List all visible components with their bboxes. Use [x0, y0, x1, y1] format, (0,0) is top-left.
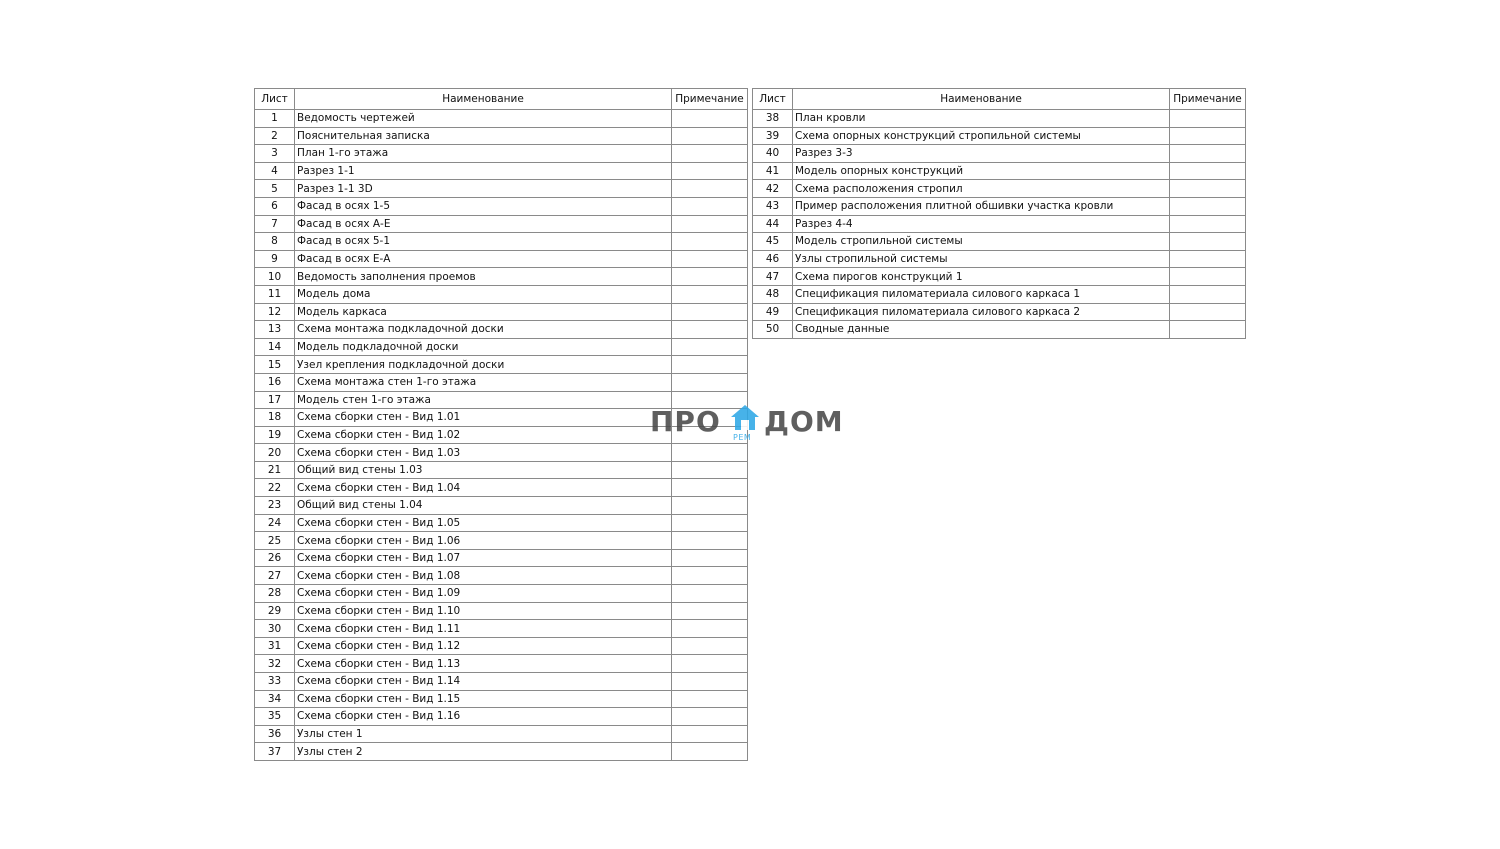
table-header-row [753, 89, 1246, 110]
note-cell [672, 620, 748, 638]
drawing-name-cell: Схема сборки стен - Вид 1.11 [295, 620, 672, 638]
note-cell [672, 145, 748, 163]
sheet-number-cell: 38 [753, 110, 793, 128]
table-row [753, 321, 1246, 339]
table-row [255, 743, 748, 761]
table-row [255, 180, 748, 198]
drawing-name-cell: Схема сборки стен - Вид 1.01 [295, 409, 672, 427]
sheet-number-cell: 21 [255, 461, 295, 479]
table-row [255, 655, 748, 673]
note-cell [672, 655, 748, 673]
table-row [255, 497, 748, 515]
sheet-number-cell: 16 [255, 373, 295, 391]
drawing-name-cell: Схема сборки стен - Вид 1.09 [295, 585, 672, 603]
note-cell [672, 162, 748, 180]
note-cell [1170, 233, 1246, 251]
drawing-name-cell: Узлы стен 1 [295, 725, 672, 743]
drawing-name-cell: Модель каркаса [295, 303, 672, 321]
table-row [255, 373, 748, 391]
sheet-number-cell: 7 [255, 215, 295, 233]
table-row [255, 461, 748, 479]
drawing-name-cell: Модель опорных конструкций [793, 162, 1170, 180]
drawing-name-cell: Схема сборки стен - Вид 1.12 [295, 637, 672, 655]
sheet-number-cell: 17 [255, 391, 295, 409]
sheet-number-cell: 42 [753, 180, 793, 198]
table-row [255, 602, 748, 620]
note-cell [672, 127, 748, 145]
drawing-name-cell: Схема сборки стен - Вид 1.07 [295, 549, 672, 567]
note-cell [672, 373, 748, 391]
note-cell [1170, 321, 1246, 339]
drawing-name-cell: План 1-го этажа [295, 145, 672, 163]
note-cell [672, 690, 748, 708]
table-row [753, 233, 1246, 251]
drawing-name-cell: Разрез 3-3 [793, 145, 1170, 163]
drawing-name-cell: Схема монтажа стен 1-го этажа [295, 373, 672, 391]
sheet-number-cell: 3 [255, 145, 295, 163]
table-row [753, 145, 1246, 163]
sheet-number-cell: 29 [255, 602, 295, 620]
table-row [255, 338, 748, 356]
note-cell [672, 321, 748, 339]
drawing-name-cell: Общий вид стены 1.03 [295, 461, 672, 479]
sheet-number-cell: 14 [255, 338, 295, 356]
sheet-number-cell: 8 [255, 233, 295, 251]
header-note: Примечание [672, 89, 748, 110]
table-row [255, 549, 748, 567]
header-sheet: Лист [753, 89, 793, 110]
header-sheet: Лист [255, 89, 295, 110]
drawing-name-cell: Модель подкладочной доски [295, 338, 672, 356]
table-row [255, 708, 748, 726]
drawing-name-cell: Общий вид стены 1.04 [295, 497, 672, 515]
table-row [255, 250, 748, 268]
drawing-name-cell: Узлы стен 2 [295, 743, 672, 761]
sheet-number-cell: 23 [255, 497, 295, 515]
note-cell [672, 673, 748, 691]
header-name: Наименование [793, 89, 1170, 110]
table-row [255, 127, 748, 145]
sheet-number-cell: 49 [753, 303, 793, 321]
table-row [255, 444, 748, 462]
table-row [753, 215, 1246, 233]
drawing-name-cell: Фасад в осях А-Е [295, 215, 672, 233]
note-cell [672, 743, 748, 761]
sheet-number-cell: 12 [255, 303, 295, 321]
drawing-name-cell: Схема сборки стен - Вид 1.15 [295, 690, 672, 708]
sheet-number-cell: 11 [255, 285, 295, 303]
drawing-name-cell: Схема сборки стен - Вид 1.08 [295, 567, 672, 585]
drawing-name-cell: Схема расположения стропил [793, 180, 1170, 198]
table-row [753, 127, 1246, 145]
note-cell [1170, 268, 1246, 286]
sheet-number-cell: 15 [255, 356, 295, 374]
drawing-name-cell: Схема сборки стен - Вид 1.03 [295, 444, 672, 462]
note-cell [672, 356, 748, 374]
table-row [753, 285, 1246, 303]
note-cell [672, 637, 748, 655]
sheet-number-cell: 28 [255, 585, 295, 603]
sheet-number-cell: 1 [255, 110, 295, 128]
drawing-name-cell: Модель дома [295, 285, 672, 303]
table-row [255, 162, 748, 180]
table-row [255, 725, 748, 743]
sheet-number-cell: 43 [753, 197, 793, 215]
table-row [255, 426, 748, 444]
note-cell [672, 567, 748, 585]
note-cell [672, 725, 748, 743]
table-row [255, 532, 748, 550]
sheet-number-cell: 32 [255, 655, 295, 673]
table-row [255, 145, 748, 163]
note-cell [672, 338, 748, 356]
note-cell [1170, 215, 1246, 233]
sheet-number-cell: 24 [255, 514, 295, 532]
drawing-name-cell: Пояснительная записка [295, 127, 672, 145]
note-cell [672, 197, 748, 215]
table-row [255, 285, 748, 303]
note-cell [672, 479, 748, 497]
sheet-number-cell: 13 [255, 321, 295, 339]
sheet-number-cell: 47 [753, 268, 793, 286]
sheet-number-cell: 30 [255, 620, 295, 638]
sheet-number-cell: 9 [255, 250, 295, 268]
note-cell [672, 708, 748, 726]
table-row [255, 620, 748, 638]
sheet-number-cell: 31 [255, 637, 295, 655]
sheet-number-cell: 50 [753, 321, 793, 339]
table-row [255, 356, 748, 374]
note-cell [672, 426, 748, 444]
note-cell [672, 532, 748, 550]
note-cell [1170, 285, 1246, 303]
table-row [255, 585, 748, 603]
drawing-name-cell: Схема пирогов конструкций 1 [793, 268, 1170, 286]
table-row [753, 197, 1246, 215]
note-cell [672, 514, 748, 532]
sheet-number-cell: 25 [255, 532, 295, 550]
sheet-number-cell: 20 [255, 444, 295, 462]
sheet-number-cell: 18 [255, 409, 295, 427]
drawing-name-cell: Схема опорных конструкций стропильной системы [793, 127, 1170, 145]
table-row [255, 409, 748, 427]
note-cell [1170, 180, 1246, 198]
table-row [753, 110, 1246, 128]
note-cell [672, 233, 748, 251]
table-row [753, 180, 1246, 198]
sheet-number-cell: 45 [753, 233, 793, 251]
note-cell [672, 409, 748, 427]
table-row [255, 637, 748, 655]
drawing-name-cell: Схема сборки стен - Вид 1.16 [295, 708, 672, 726]
sheet-number-cell: 40 [753, 145, 793, 163]
note-cell [672, 180, 748, 198]
table-row [255, 268, 748, 286]
sheet-number-cell: 22 [255, 479, 295, 497]
table-row [753, 250, 1246, 268]
sheet-number-cell: 44 [753, 215, 793, 233]
sheet-number-cell: 39 [753, 127, 793, 145]
sheet-number-cell: 35 [255, 708, 295, 726]
drawing-name-cell: Схема сборки стен - Вид 1.13 [295, 655, 672, 673]
drawing-list-table-left [254, 88, 748, 761]
drawing-name-cell: План кровли [793, 110, 1170, 128]
table-row [255, 197, 748, 215]
note-cell [1170, 162, 1246, 180]
sheet-number-cell: 33 [255, 673, 295, 691]
drawing-name-cell: Ведомость чертежей [295, 110, 672, 128]
drawing-name-cell: Фасад в осях 1-5 [295, 197, 672, 215]
sheet-number-cell: 26 [255, 549, 295, 567]
note-cell [672, 250, 748, 268]
note-cell [1170, 303, 1246, 321]
table-row [255, 567, 748, 585]
table-row [255, 303, 748, 321]
drawing-name-cell: Разрез 1-1 [295, 162, 672, 180]
sheet-number-cell: 6 [255, 197, 295, 215]
drawing-name-cell: Схема сборки стен - Вид 1.05 [295, 514, 672, 532]
note-cell [1170, 250, 1246, 268]
drawing-name-cell: Схема сборки стен - Вид 1.02 [295, 426, 672, 444]
drawing-name-cell: Фасад в осях Е-А [295, 250, 672, 268]
table-row [255, 321, 748, 339]
sheet-number-cell: 46 [753, 250, 793, 268]
sheet-number-cell: 48 [753, 285, 793, 303]
note-cell [672, 602, 748, 620]
drawing-name-cell: Фасад в осях 5-1 [295, 233, 672, 251]
sheet-number-cell: 10 [255, 268, 295, 286]
table-row [255, 673, 748, 691]
note-cell [672, 268, 748, 286]
drawing-name-cell: Спецификация пиломатериала силового каркаса 1 [793, 285, 1170, 303]
drawing-name-cell: Спецификация пиломатериала силового каркаса 2 [793, 303, 1170, 321]
note-cell [672, 110, 748, 128]
drawing-name-cell: Ведомость заполнения проемов [295, 268, 672, 286]
drawing-name-cell: Модель стен 1-го этажа [295, 391, 672, 409]
note-cell [672, 391, 748, 409]
note-cell [672, 585, 748, 603]
sheet-number-cell: 37 [255, 743, 295, 761]
sheet-number-cell: 27 [255, 567, 295, 585]
drawing-name-cell: Разрез 4-4 [793, 215, 1170, 233]
sheet-number-cell: 41 [753, 162, 793, 180]
drawing-name-cell: Пример расположения плитной обшивки участка кровли [793, 197, 1170, 215]
drawing-name-cell: Схема сборки стен - Вид 1.10 [295, 602, 672, 620]
note-cell [1170, 110, 1246, 128]
table-row [255, 391, 748, 409]
sheet-number-cell: 2 [255, 127, 295, 145]
sheet-number-cell: 5 [255, 180, 295, 198]
table-row [255, 514, 748, 532]
drawing-name-cell: Узел крепления подкладочной доски [295, 356, 672, 374]
sheet-number-cell: 34 [255, 690, 295, 708]
table-row [753, 162, 1246, 180]
drawing-name-cell: Схема сборки стен - Вид 1.06 [295, 532, 672, 550]
table-row [753, 268, 1246, 286]
note-cell [672, 215, 748, 233]
table-body-right [753, 110, 1246, 339]
note-cell [1170, 145, 1246, 163]
table-row [753, 303, 1246, 321]
table-row [255, 215, 748, 233]
note-cell [672, 549, 748, 567]
sheet-number-cell: 19 [255, 426, 295, 444]
sheet-number-cell: 36 [255, 725, 295, 743]
drawing-name-cell: Схема сборки стен - Вид 1.14 [295, 673, 672, 691]
note-cell [672, 461, 748, 479]
drawing-name-cell: Модель стропильной системы [793, 233, 1170, 251]
table-body-left [255, 110, 748, 761]
watermark-text-left: ПРО [650, 405, 721, 438]
header-note: Примечание [1170, 89, 1246, 110]
drawing-name-cell: Разрез 1-1 3D [295, 180, 672, 198]
drawing-name-cell: Узлы стропильной системы [793, 250, 1170, 268]
note-cell [1170, 127, 1246, 145]
note-cell [1170, 197, 1246, 215]
table-row [255, 233, 748, 251]
drawing-list-table-right [752, 88, 1246, 339]
table-row [255, 110, 748, 128]
note-cell [672, 444, 748, 462]
watermark-text-small: РЕМ [733, 433, 752, 442]
watermark-text-right: ДОМ [764, 405, 844, 438]
table-header-row [255, 89, 748, 110]
table-row [255, 690, 748, 708]
drawing-name-cell: Схема сборки стен - Вид 1.04 [295, 479, 672, 497]
header-name: Наименование [295, 89, 672, 110]
note-cell [672, 303, 748, 321]
drawing-name-cell: Схема монтажа подкладочной доски [295, 321, 672, 339]
note-cell [672, 497, 748, 515]
table-row [255, 479, 748, 497]
drawing-name-cell: Сводные данные [793, 321, 1170, 339]
note-cell [672, 285, 748, 303]
sheet-number-cell: 4 [255, 162, 295, 180]
